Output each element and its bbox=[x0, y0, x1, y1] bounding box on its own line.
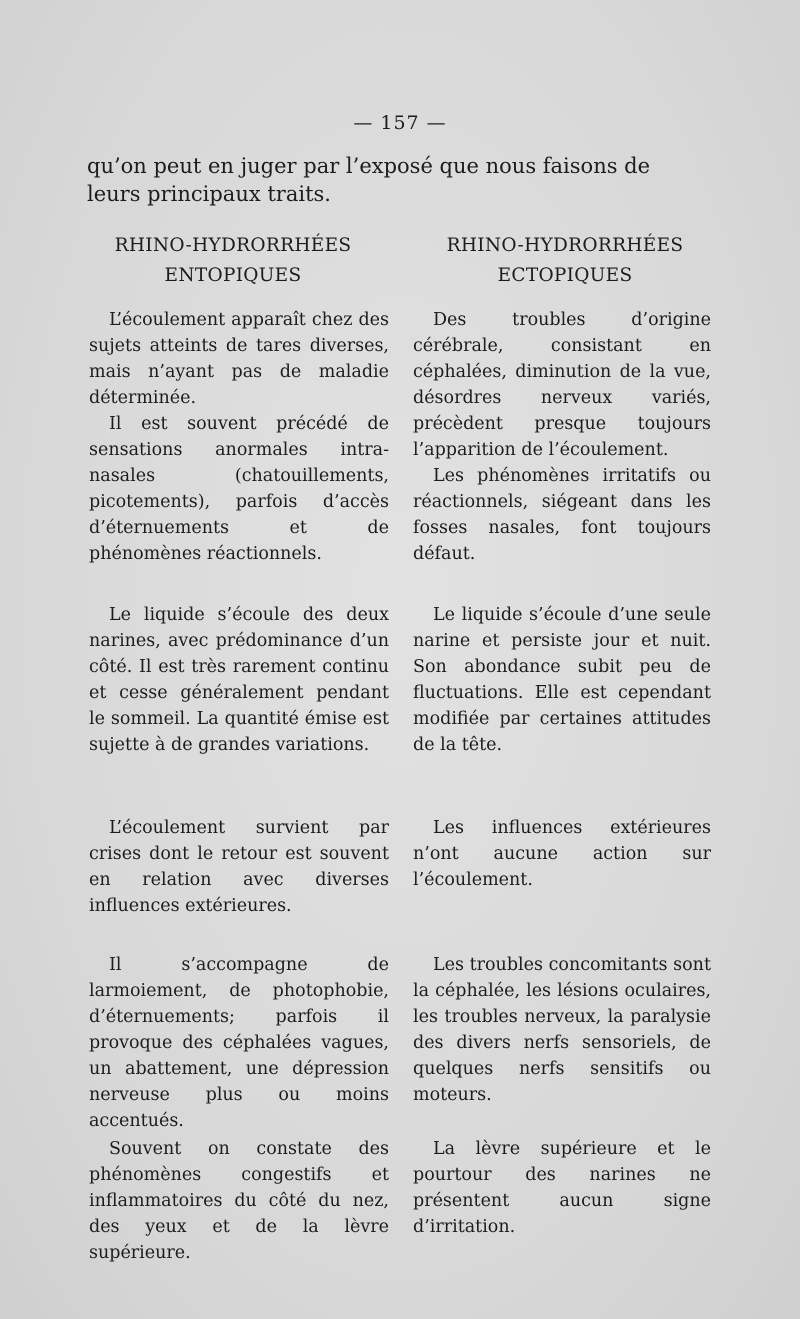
right-paragraph-text: Le liquide s’écoule d’une seule narine et persiste jour et nuit. Son abondance subit peu de fluctuations. Elle est cependant modifiée par certaines attitudes de la tête. bbox=[413, 605, 711, 755]
left-paragraph-row-5 bbox=[89, 1136, 389, 1266]
right-paragraph-row-5 bbox=[413, 1136, 711, 1240]
right-column-heading bbox=[400, 231, 730, 291]
left-paragraph-row-2 bbox=[89, 602, 389, 758]
left-paragraph-text: Souvent on constate des phénomènes congestifs et inflammatoires du côté du nez, des yeux et de la lèvre supérieure. bbox=[89, 1139, 389, 1263]
left-paragraph-text: L’écoulement apparaît chez des sujets atteints de tares diverses, mais n’ayant pas de maladie déterminée. bbox=[89, 310, 389, 408]
right-heading-line-1: RHINO-HYDRORRHÉES bbox=[446, 235, 684, 256]
right-paragraph-text: Des troubles d’origine cérébrale, consistant en céphalées, diminution de la vue, désordres nerveux variés, précèdent presque toujours l’apparition de l’écoulement. bbox=[413, 310, 711, 460]
right-paragraph-row-1 bbox=[413, 307, 711, 567]
left-paragraph-text: Le liquide s’écoule des deux narines, avec prédominance d’un côté. Il est très rarement continu et cesse généralement pendant le sommeil. La quantité émise est sujette à de grandes variations. bbox=[89, 605, 389, 755]
right-paragraph-text: Les troubles concomitants sont la céphalée, les lésions oculaires, les troubles nerveux, la paralysie des divers nerfs sensoriels, de quelques nerfs sensitifs ou moteurs. bbox=[413, 955, 711, 1105]
right-paragraph-text: Les phénomènes irritatifs ou réactionnels, siégeant dans les fosses nasales, font toujours défaut. bbox=[413, 466, 711, 564]
right-paragraph-row-3 bbox=[413, 815, 711, 893]
intro-text: qu’on peut en juger par l’exposé que nous faisons de leurs principaux traits. bbox=[87, 154, 651, 206]
right-paragraph-row-4 bbox=[413, 952, 711, 1108]
left-paragraph-text: Il s’accompagne de larmoiement, de photophobie, d’éternuements; parfois il provoque des céphalées vagues, un abattement, une dépression nerveuse plus ou moins accentués. bbox=[89, 955, 389, 1131]
left-paragraph-row-4 bbox=[89, 952, 389, 1134]
left-column-heading bbox=[68, 231, 398, 291]
right-heading-line-2: ECTOPIQUES bbox=[497, 265, 633, 286]
left-paragraph-text: L’écoulement survient par crises dont le retour est souvent en relation avec diverses influences extérieures. bbox=[89, 818, 389, 916]
left-paragraph-row-1 bbox=[89, 307, 389, 567]
page-number: — 157 — bbox=[353, 112, 447, 134]
right-paragraph-text: Les influences extérieures n’ont aucune action sur l’écoulement. bbox=[413, 818, 711, 890]
right-paragraph-text: La lèvre supérieure et le pourtour des narines ne présentent aucun signe d’irritation. bbox=[413, 1139, 711, 1237]
left-paragraph-text: Il est souvent précédé de sensations anormales intra-nasales (chatouillements, picotements), parfois d’accès d’éternuements et de phénomènes réactionnels. bbox=[89, 414, 389, 564]
left-paragraph-row-3 bbox=[89, 815, 389, 919]
right-paragraph-row-2 bbox=[413, 602, 711, 758]
left-heading-line-1: RHINO-HYDRORRHÉES bbox=[114, 235, 352, 256]
left-heading-line-2: ENTOPIQUES bbox=[164, 265, 302, 286]
